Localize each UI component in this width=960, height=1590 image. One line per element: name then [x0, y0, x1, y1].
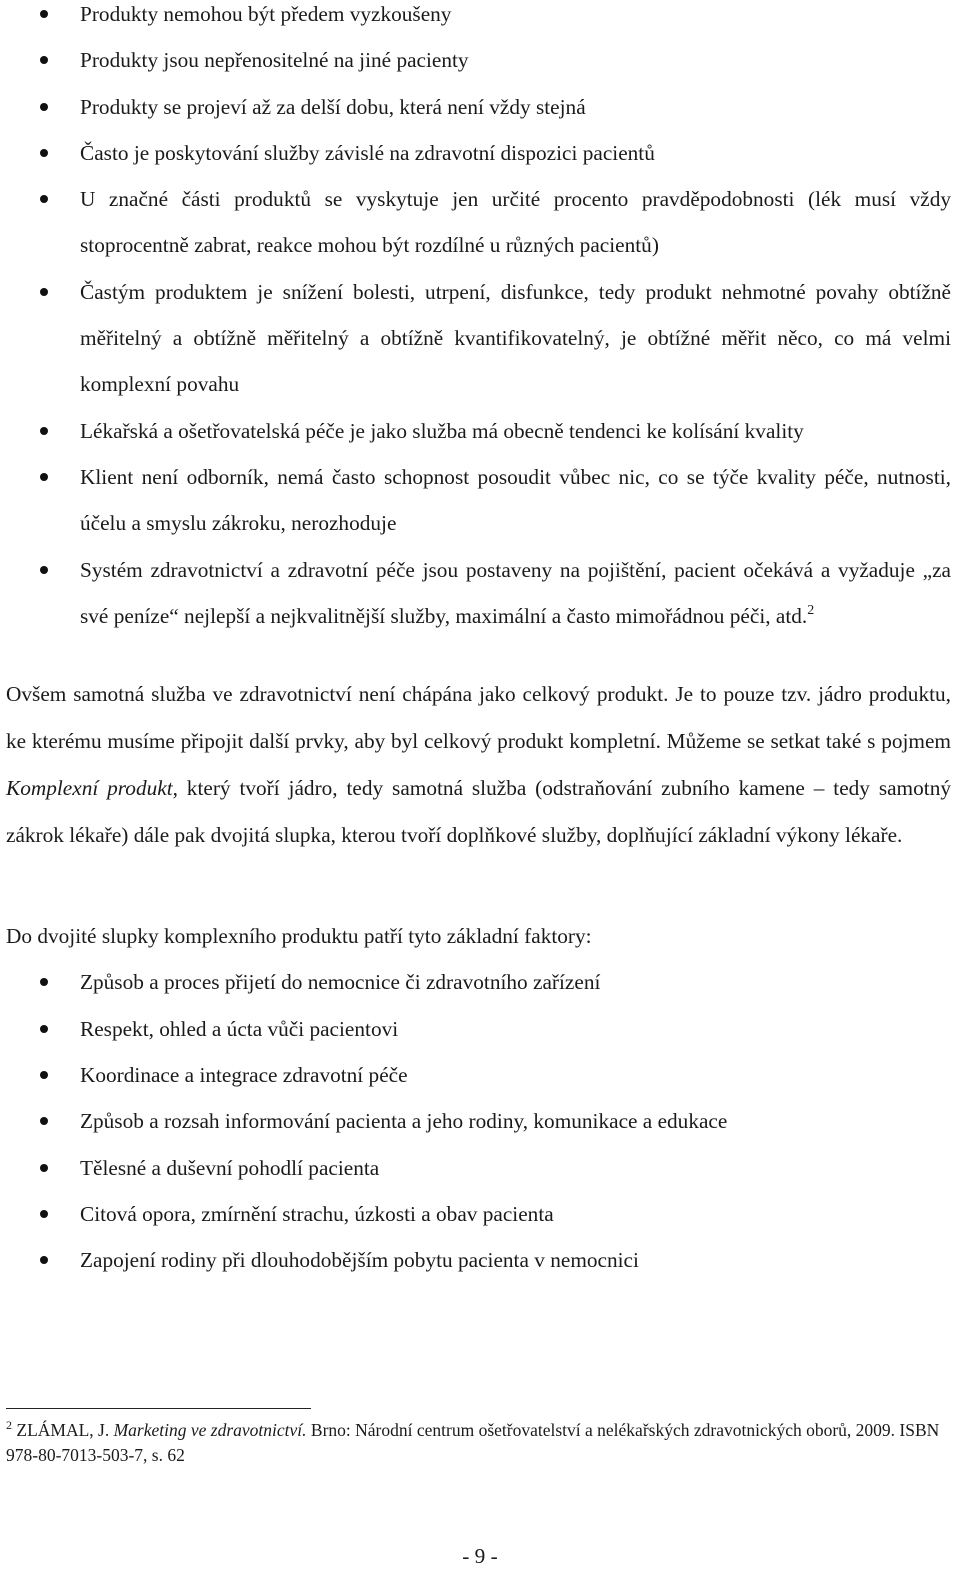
factors-bullet-list: [6, 959, 951, 1283]
bullet-icon: [40, 10, 48, 18]
list-item: Citová opora, zmírnění strachu, úzkosti a obav pacienta: [6, 1191, 951, 1237]
footnote-reference: 2: [807, 602, 815, 618]
bullet-icon: [40, 1071, 48, 1079]
bullet-icon: [40, 978, 48, 986]
bullet-icon: [40, 427, 48, 435]
list-item: Produkty jsou nepřenositelné na jiné pacienty: [6, 37, 951, 83]
list-item: Klient není odborník, nemá často schopnost posoudit vůbec nic, co se týče kvality péče, nutnosti, účelu a smyslu zákroku, nerozhoduje: [6, 454, 951, 547]
list-item: Tělesné a duševní pohodlí pacienta: [6, 1145, 951, 1191]
bullet-icon: [40, 288, 48, 296]
document-page: [6, 0, 951, 1284]
page-number: - 9 -: [462, 1544, 498, 1568]
list-item: Koordinace a integrace zdravotní péče: [6, 1052, 951, 1098]
bullet-icon: [40, 1117, 48, 1125]
bullet-icon: [40, 195, 48, 203]
list-item: Častým produktem je snížení bolesti, utrpení, disfunkce, tedy produkt nehmotné povahy obtížně měřitelný a obtížně měřitelný a obtížně kvantifikovatelný, je obtížné měřit něco, co má velmi komplexní povahu: [6, 269, 951, 408]
bullet-icon: [40, 149, 48, 157]
bullet-icon: [40, 1210, 48, 1218]
list-intro: Do dvojité slupky komplexního produktu patří tyto základní faktory:: [6, 924, 592, 949]
bullet-icon: [40, 473, 48, 481]
emphasized-term: Komplexní produkt: [6, 776, 173, 801]
top-bullet-list: [6, 0, 951, 639]
footnote-author: ZLÁMAL, J.: [16, 1420, 114, 1440]
list-item: U značné části produktů se vyskytuje jen určité procento pravděpodobnosti (lék musí vždy stoprocentně zabrat, reakce mohou být rozdílné u různých pacientů): [6, 176, 951, 269]
list-item: Zapojení rodiny při dlouhodobějším pobytu pacienta v nemocnici: [6, 1237, 951, 1283]
list-item: Systém zdravotnictví a zdravotní péče jsou postaveny na pojištění, pacient očekává a vyžaduje „za své peníze“ nejlepší a nejkvalitnější služby, maximální a často mimořádnou péči, atd.$^2$: [6, 547, 951, 640]
list-item: Často je poskytování služby závislé na zdravotní dispozici pacientů: [6, 130, 951, 176]
list-item: Respekt, ohled a úcta vůči pacientovi: [6, 1006, 951, 1052]
footnote-separator: [6, 1408, 311, 1409]
body-paragraph: Ovšem samotná služba ve zdravotnictví není chápána jako celkový produkt. Je to pouze tzv. jádro produktu, ke kterému musíme připojit další prvky, aby byl celkový produkt kompletní. Můžeme se setkat také s pojmem Komplexní produkt, který tvoří jádro, tedy samotná služba (odstraňování zubního kamene – tedy samotný zákrok lékaře) dále pak dvojitá slupka, kterou tvoří doplňkové služby, doplňující základní výkony lékaře.: [6, 682, 951, 848]
bullet-icon: [40, 103, 48, 111]
bullet-icon: [40, 566, 48, 574]
list-item: Produkty nemohou být předem vyzkoušeny: [6, 0, 951, 37]
footnote-title: Marketing ve zdravotnictví.: [113, 1420, 307, 1440]
list-item: Způsob a proces přijetí do nemocnice či zdravotního zařízení: [6, 959, 951, 1005]
footnote: [6, 1418, 951, 1467]
bullet-icon: [40, 56, 48, 64]
list-item: Lékařská a ošetřovatelská péče je jako služba má obecně tendenci ke kolísání kvality: [6, 408, 951, 454]
bullet-icon: [40, 1256, 48, 1264]
footnote-details: Brno: Národní centrum ošetřovatelství a nelékařských zdravotnických oborů, 2009. ISBN 978-80-7013-503-7, s. 62: [6, 1420, 940, 1465]
list-item: Produkty se projeví až za delší dobu, která není vždy stejná: [6, 84, 951, 130]
bullet-icon: [40, 1164, 48, 1172]
list-item: Způsob a rozsah informování pacienta a jeho rodiny, komunikace a edukace: [6, 1098, 951, 1144]
bullet-icon: [40, 1025, 48, 1033]
footnote-number: 2: [6, 1418, 12, 1432]
